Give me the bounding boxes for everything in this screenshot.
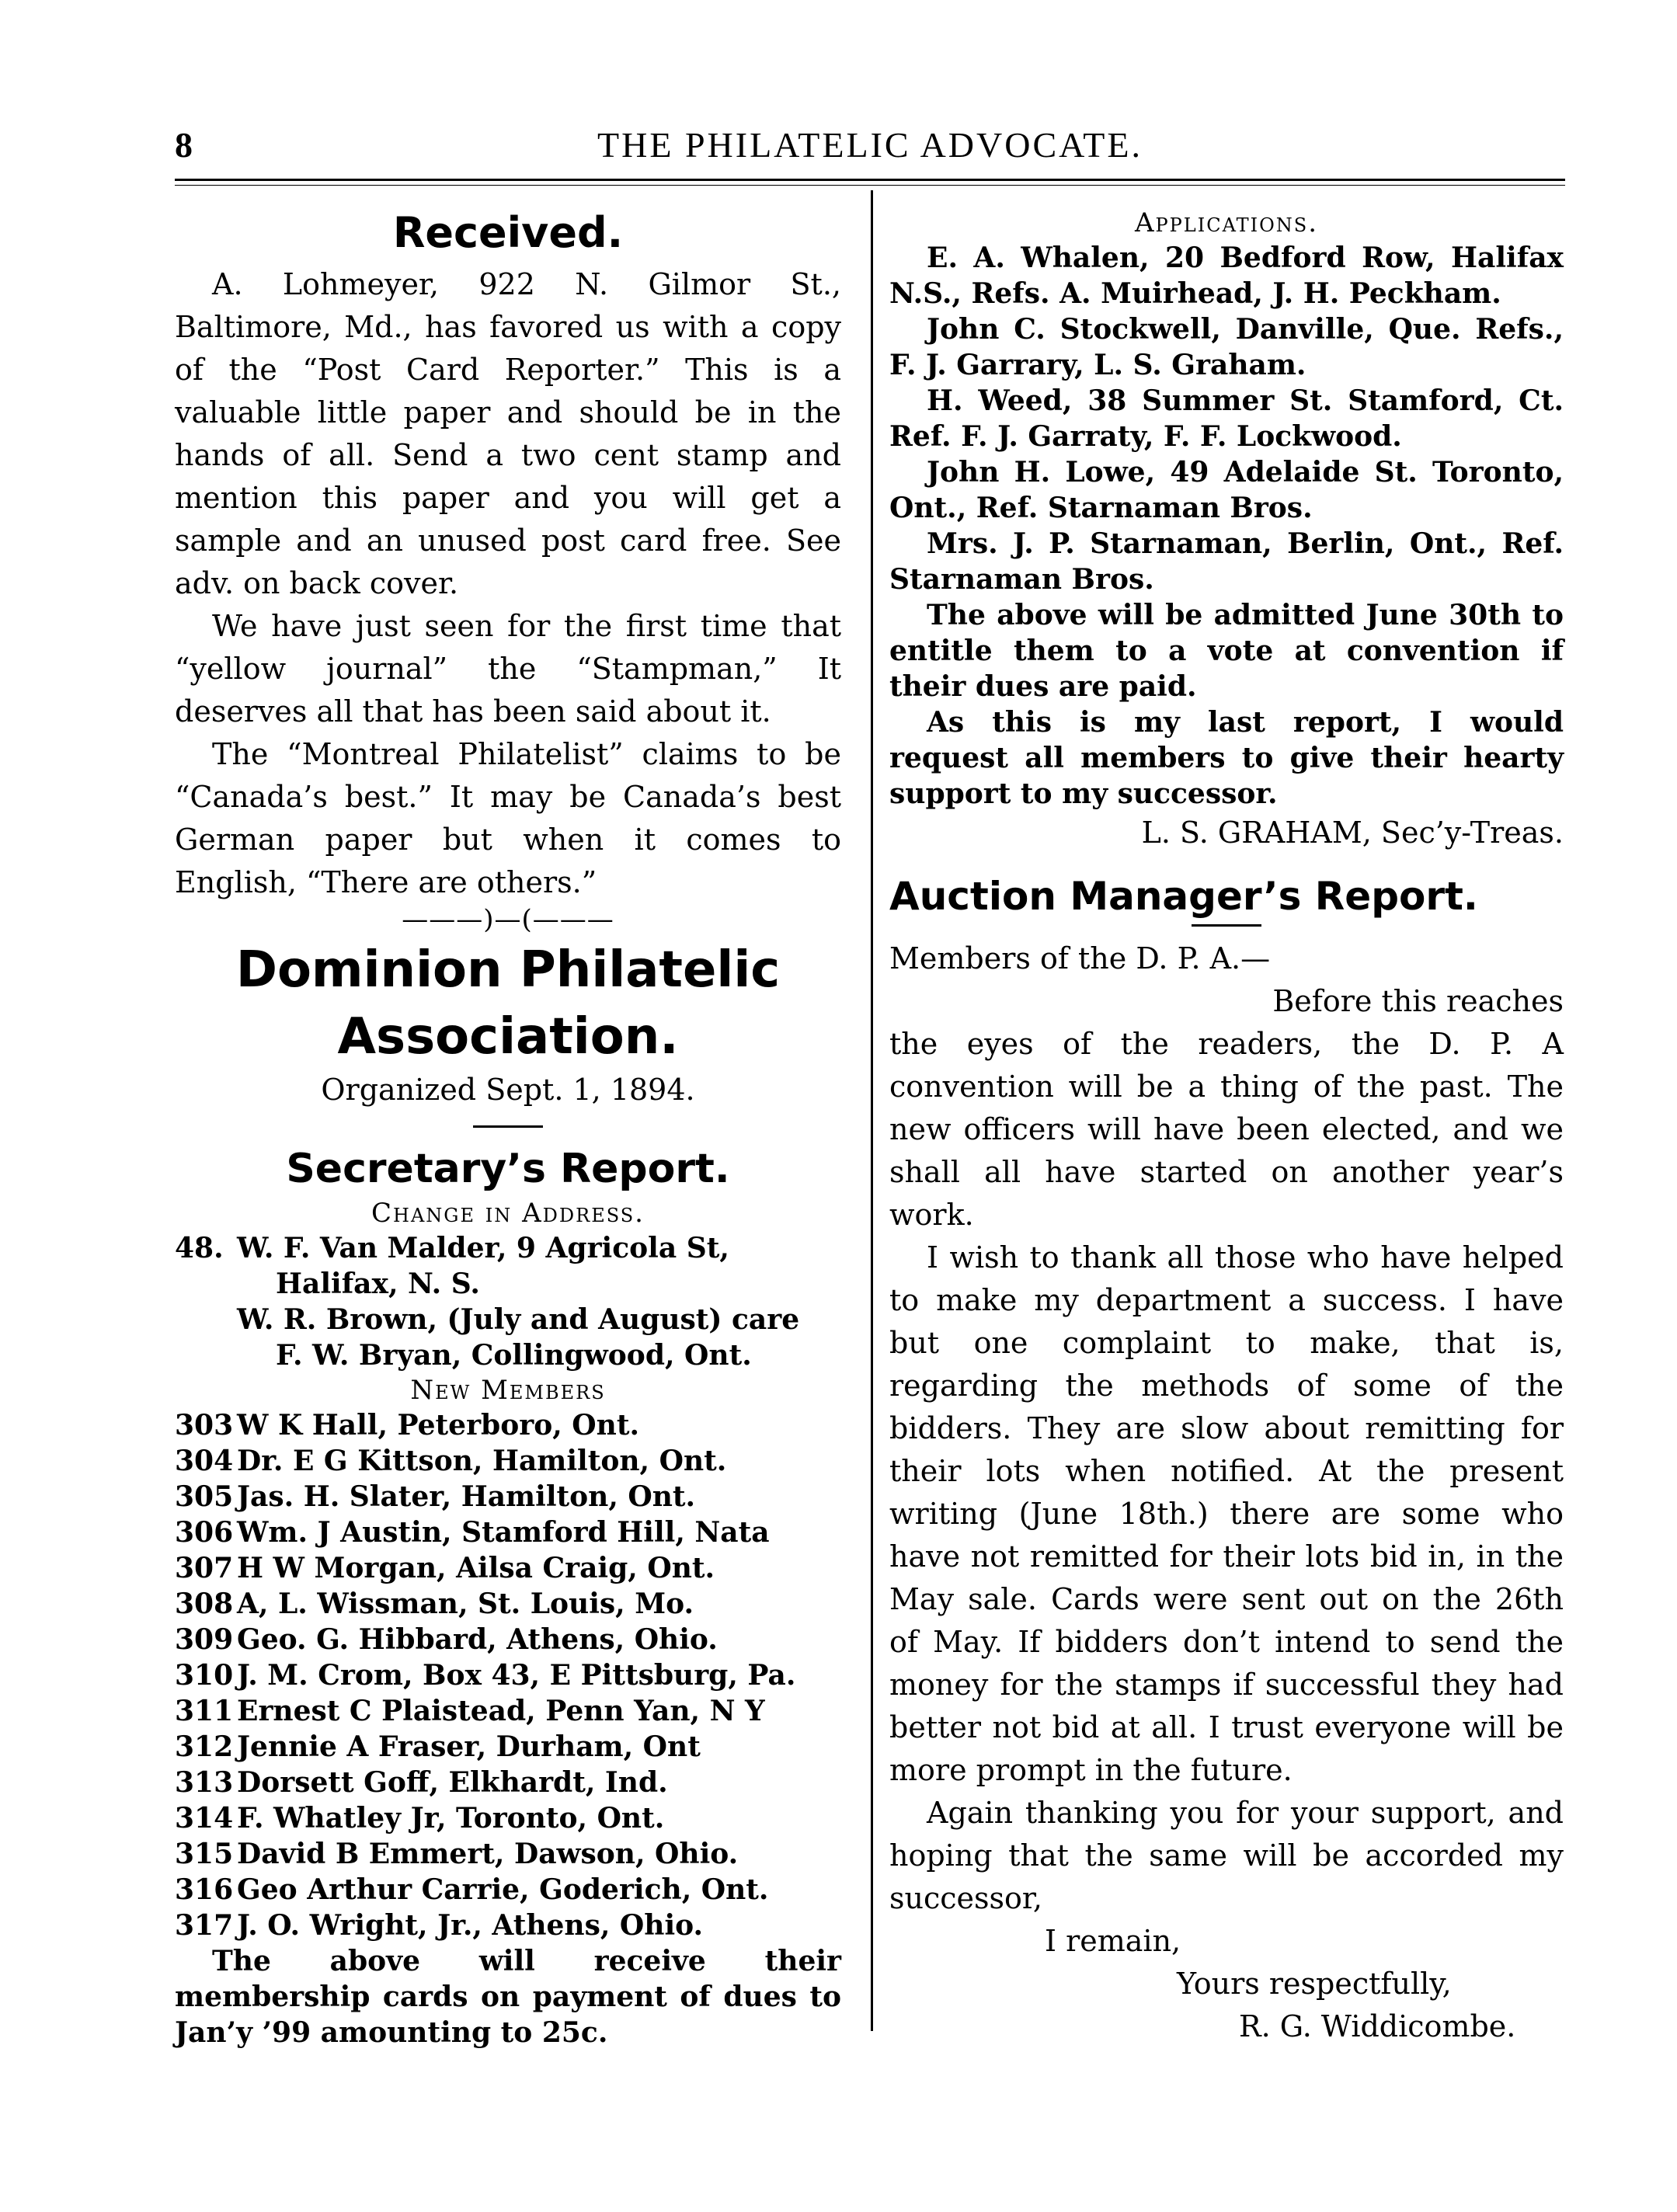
application-entry: John C. Stockwell, Danville, Que. Refs., F. J. Garrary, L. S. Graham. bbox=[889, 313, 1564, 381]
received-paragraph: A. Lohmeyer, 922 N. Gilmor St., Baltimore, Md., has favored us with a copy of the “Post Card Reporter.” This is a valuable little paper and should be in the hands of all. Send a two cent stamp and mention this paper and you will get a sample and an unused post card free. See adv. on back cover. bbox=[175, 267, 841, 600]
running-header bbox=[175, 124, 1565, 179]
list-item bbox=[175, 1407, 841, 1443]
association-heading-line2: Association. bbox=[337, 1008, 679, 1066]
member-entry: H W Morgan, Ailsa Craig, Ont. bbox=[237, 1552, 715, 1584]
auction-paragraph: the eyes of the readers, the D. P. A convention will be a thing of the past. The new officers will have been elected, and we shall all have started on another year’s work. bbox=[889, 1027, 1564, 1232]
member-number: 308 bbox=[175, 1588, 234, 1620]
right-column bbox=[889, 206, 1564, 2048]
list-item bbox=[175, 1729, 841, 1765]
list-item bbox=[175, 1800, 841, 1836]
received-paragraph: We have just seen for the first time that “yellow journal” the “Stampman,” It deserves all that has been said about it. bbox=[175, 609, 841, 729]
list-item bbox=[175, 1836, 841, 1872]
column-divider bbox=[871, 190, 873, 2031]
member-number: 317 bbox=[175, 1909, 234, 1942]
association-heading-line1: Dominion Philatelic bbox=[235, 941, 781, 999]
auction-heading: Auction Manager’s Report. bbox=[889, 874, 1478, 919]
member-number: 48. bbox=[175, 1232, 224, 1264]
application-entry: John H. Lowe, 49 Adelaide St. Toronto, Ont., Ref. Starnaman Bros. bbox=[889, 456, 1564, 524]
auction-signature: R. G. Widdicombe. bbox=[1239, 2009, 1516, 2043]
member-entry: Dr. E G Kittson, Hamilton, Ont. bbox=[237, 1445, 727, 1477]
member-entry: Geo Arthur Carrie, Goderich, Ont. bbox=[237, 1873, 769, 1906]
header-rule-thin bbox=[175, 185, 1565, 186]
member-number: 311 bbox=[175, 1695, 234, 1727]
member-number: 304 bbox=[175, 1445, 234, 1477]
member-number: 316 bbox=[175, 1873, 234, 1906]
member-entry: David B Emmert, Dawson, Ohio. bbox=[237, 1838, 739, 1870]
member-entry: F. Whatley Jr, Toronto, Ont. bbox=[237, 1802, 665, 1835]
organized-date: Organized Sept. 1, 1894. bbox=[321, 1073, 695, 1107]
member-entry-cont: F. W. Bryan, Collingwood, Ont. bbox=[276, 1339, 752, 1372]
header-rule bbox=[175, 179, 1565, 181]
list-item bbox=[175, 1586, 841, 1622]
section-rule bbox=[1192, 924, 1261, 927]
member-number: 309 bbox=[175, 1623, 234, 1656]
auction-paragraph-start: Before this reaches bbox=[1272, 984, 1564, 1018]
change-list bbox=[175, 1230, 841, 1373]
member-number: 312 bbox=[175, 1730, 234, 1763]
member-entry: W. F. Van Malder, 9 Agricola St, bbox=[237, 1232, 729, 1264]
list-item bbox=[175, 1443, 841, 1479]
member-number: 313 bbox=[175, 1766, 234, 1799]
auction-paragraph: I wish to thank all those who have helped to make my department a success. I have but one complaint to make, that is, regarding the methods of some of the bidders. They are slow about remitting for their lots when notified. At the present writing (June 18th.) there are some who have not remitted for their lots bid in, in the May sale. Cards were sent out on the 26th of May. If bidders don’t intend to send the money for the stamps if successful they had better not bid at all. I trust everyone will be more prompt in the future. bbox=[889, 1240, 1564, 1787]
list-item bbox=[175, 1872, 841, 1908]
salutation: Members of the D. P. A.— bbox=[889, 941, 1271, 976]
member-number: 307 bbox=[175, 1552, 234, 1584]
member-number: 306 bbox=[175, 1516, 234, 1549]
ornament-divider: ———)—(——— bbox=[402, 904, 614, 935]
application-note: As this is my last report, I would request all members to give their hearty support to my successor. bbox=[889, 706, 1564, 810]
application-entry: H. Weed, 38 Summer St. Stamford, Ct. Ref. F. J. Garraty, F. F. Lockwood. bbox=[889, 384, 1564, 453]
member-entry: Ernest C Plaistead, Penn Yan, N Y bbox=[237, 1695, 765, 1727]
list-item bbox=[175, 1479, 841, 1515]
member-number: 305 bbox=[175, 1480, 234, 1513]
member-entry: Geo. G. Hibbard, Athens, Ohio. bbox=[237, 1623, 718, 1656]
member-entry-cont: Halifax, N. S. bbox=[276, 1268, 480, 1300]
member-entry: A, L. Wissman, St. Louis, Mo. bbox=[237, 1588, 694, 1620]
member-entry: W K Hall, Peterboro, Ont. bbox=[237, 1409, 639, 1442]
list-item bbox=[175, 1693, 841, 1729]
closing-remain: I remain, bbox=[1045, 1924, 1181, 1958]
member-entry: J. O. Wright, Jr., Athens, Ohio. bbox=[237, 1909, 704, 1942]
applications-list bbox=[889, 240, 1564, 812]
received-heading: Received. bbox=[392, 208, 624, 257]
journal-title: THE PHILATELIC ADVOCATE. bbox=[597, 125, 1143, 165]
list-item bbox=[175, 1765, 841, 1800]
change-address-heading: Change in Address. bbox=[371, 1198, 645, 1229]
member-entry: Jas. H. Slater, Hamilton, Ont. bbox=[237, 1480, 696, 1513]
list-item bbox=[175, 1515, 841, 1550]
secretary-heading: Secretary’s Report. bbox=[286, 1146, 730, 1192]
list-item bbox=[175, 1550, 841, 1586]
application-note: The above will be admitted June 30th to entitle them to a vote at convention if their dues are paid. bbox=[889, 599, 1564, 703]
member-number: 310 bbox=[175, 1659, 234, 1692]
section-rule bbox=[473, 1125, 543, 1128]
secretary-signature: L. S. GRAHAM, Sec’y-Treas. bbox=[1141, 816, 1564, 850]
list-item bbox=[175, 1908, 841, 1943]
member-number: 315 bbox=[175, 1838, 234, 1870]
membership-note: The above will receive their membership cards on payment of dues to Jan’y ’99 amounting to 25c. bbox=[175, 1945, 841, 2049]
member-entry: Dorsett Goff, Elkhardt, Ind. bbox=[237, 1766, 668, 1799]
member-number: 303 bbox=[175, 1409, 234, 1442]
member-entry: Jennie A Fraser, Durham, Ont bbox=[237, 1730, 701, 1763]
member-entry: Wm. J Austin, Stamford Hill, Nata bbox=[237, 1516, 770, 1549]
page-number: 8 bbox=[175, 125, 193, 165]
auction-paragraph: Again thanking you for your support, and hoping that the same will be accorded my successor, bbox=[889, 1796, 1564, 1915]
member-entry: W. R. Brown, (July and August) care bbox=[237, 1303, 800, 1336]
application-entry: E. A. Whalen, 20 Bedford Row, Halifax N.S., Refs. A. Muirhead, J. H. Peckham. bbox=[889, 242, 1564, 310]
applications-heading: Applications. bbox=[1134, 207, 1319, 238]
member-entry: J. M. Crom, Box 43, E Pittsburg, Pa. bbox=[237, 1659, 796, 1692]
list-item bbox=[175, 1622, 841, 1657]
left-column bbox=[175, 206, 841, 2050]
closing-yours: Yours respectfully, bbox=[1177, 1967, 1452, 2001]
new-members-heading: New Members bbox=[410, 1375, 606, 1406]
list-item bbox=[175, 1230, 841, 1266]
member-number: 314 bbox=[175, 1802, 234, 1835]
application-entry: Mrs. J. P. Starnaman, Berlin, Ont., Ref. Starnaman Bros. bbox=[889, 527, 1564, 596]
list-item bbox=[175, 1657, 841, 1693]
received-paragraph: The “Montreal Philatelist” claims to be “Canada’s best.” It may be Canada’s best German paper but when it comes to English, “There are others.” bbox=[175, 737, 841, 899]
members-list bbox=[175, 1407, 841, 1943]
